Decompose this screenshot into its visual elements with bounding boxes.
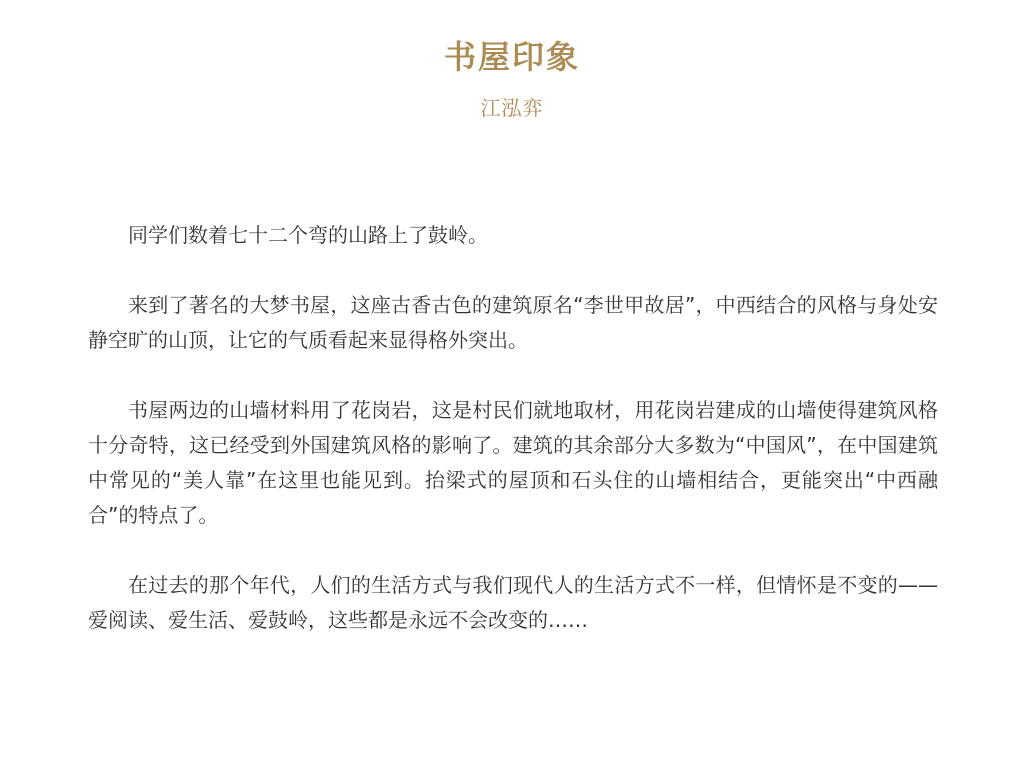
paragraph-3: 书屋两边的山墙材料用了花岗岩，这是村民们就地取材，用花岗岩建成的山墙使得建筑风格十分奇特，这已经受到外国建筑风格的影响了。建筑的其余部分大多数为“中国风”，在中国建筑中常见的“美人靠”在这里也能见到。抬梁式的屋顶和石头住的山墙相结合，更能突出“中西融合”的特点了。 (88, 398, 938, 527)
article-body (88, 218, 938, 638)
paragraph-4: 在过去的那个年代，人们的生活方式与我们现代人的生活方式不一样，但情怀是不变的——爱阅读、爱生活、爱鼓岭，这些都是永远不会改变的…… (88, 573, 938, 632)
paragraph-1: 同学们数着七十二个弯的山路上了鼓岭。 (128, 223, 488, 247)
paragraph-2: 来到了著名的大梦书屋，这座古香古色的建筑原名“李世甲故居”，中西结合的风格与身处安静空旷的山顶，让它的气质看起来显得格外突出。 (88, 293, 938, 352)
article-author: 江泓弈 (480, 96, 544, 120)
article-title: 书屋印象 (443, 38, 580, 76)
